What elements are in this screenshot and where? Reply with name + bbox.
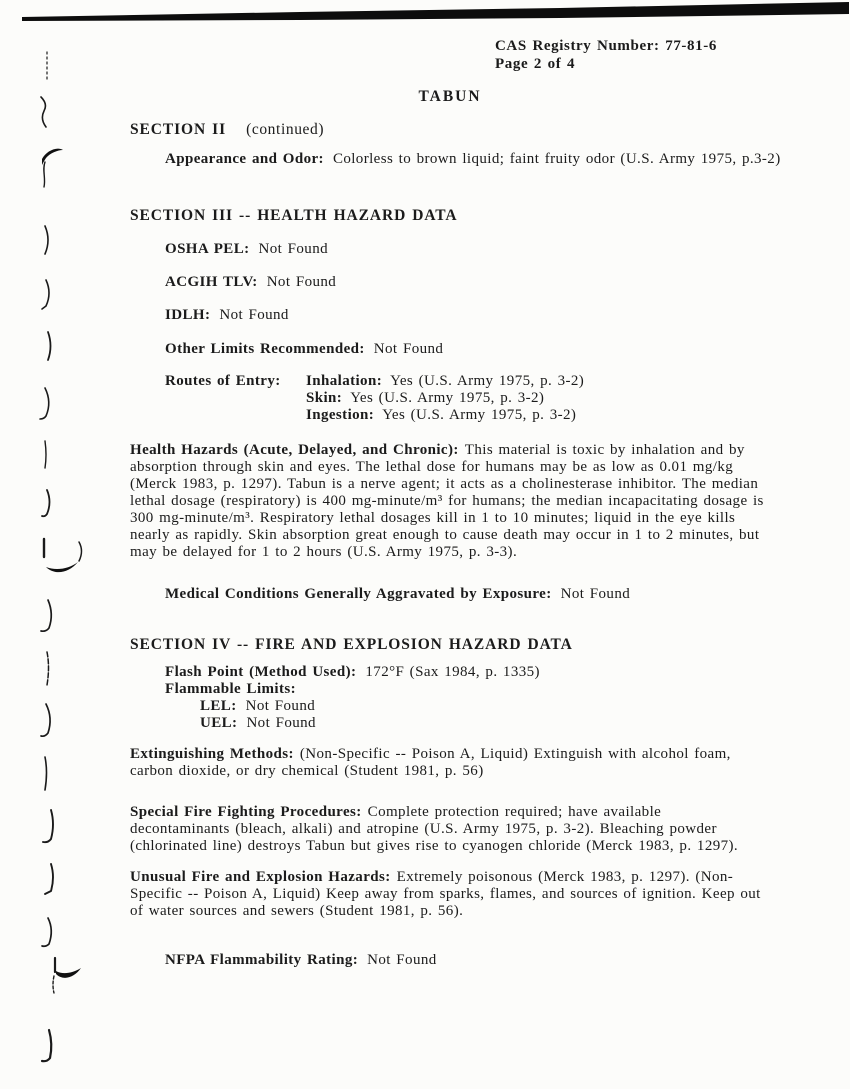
flash-point-label: Flash Point (Method Used): (165, 664, 357, 680)
extinguishing-methods-paragraph (130, 746, 764, 780)
top-scan-bar-artifact (0, 0, 850, 30)
lel-label: LEL: (200, 698, 237, 714)
section-iv-heading: SECTION IV -- FIRE AND EXPLOSION HAZARD DATA (130, 636, 573, 653)
section-ii-label: SECTION II (130, 121, 227, 138)
document-header (495, 38, 717, 74)
route-skin-value: Yes (U.S. Army 1975, p. 3-2) (350, 390, 545, 406)
acgih-tlv-label: ACGIH TLV: (165, 274, 258, 290)
routes-of-entry (165, 373, 800, 424)
flammable-limits-label: Flammable Limits: (165, 681, 297, 697)
appearance-odor-value: Colorless to brown liquid; faint fruity odor (U.S. Army 1975, p.3-2) (332, 151, 781, 167)
nfpa-rating-label: NFPA Flammability Rating: (165, 952, 359, 968)
health-hazards-label: Health Hazards (Acute, Delayed, and Chronic): (130, 442, 459, 458)
idlh-row (165, 307, 800, 324)
special-fire-procedures-label: Special Fire Fighting Procedures: (130, 804, 362, 820)
uel-value: Not Found (246, 715, 316, 731)
flash-point-row (165, 664, 800, 681)
route-ingestion (306, 407, 584, 424)
flammable-limits-label-row (165, 681, 800, 698)
route-ingestion-value: Yes (U.S. Army 1975, p. 3-2) (382, 407, 577, 423)
medical-conditions-value: Not Found (560, 586, 631, 602)
other-limits-value: Not Found (373, 341, 444, 357)
nfpa-rating-row (165, 952, 800, 969)
special-fire-procedures-paragraph (130, 804, 764, 855)
document-title: TABUN (418, 88, 482, 105)
extinguishing-methods-value: (Non-Specific -- Poison A, Liquid) Extinguish with alcohol foam, carbon dioxide, or dry chemical (Student 1981, p. 56) (130, 746, 731, 779)
section-ii-heading (130, 121, 800, 138)
lel-row (200, 698, 800, 715)
other-limits-label: Other Limits Recommended: (165, 341, 365, 357)
route-skin-label: Skin: (306, 390, 343, 406)
route-ingestion-label: Ingestion: (306, 407, 375, 423)
page-number-line: Page 2 of 4 (495, 56, 576, 72)
route-inhalation-value: Yes (U.S. Army 1975, p. 3-2) (390, 373, 585, 389)
uel-label: UEL: (200, 715, 238, 731)
section-iii-heading: SECTION III -- HEALTH HAZARD DATA (130, 207, 458, 224)
appearance-odor-row (165, 151, 800, 168)
uel-row (200, 715, 800, 732)
health-hazards-value: This material is toxic by inhalation and by absorption through skin and eyes. The lethal dose for humans may be as low as 0.01 mg/kg (Merck 1983, p. 1297). Tabun is a nerve agent; it acts as a cholinesterase inhibitor. The median lethal dosage (respiratory) is 400 mg-minute/m³ for humans; the median incapacitating dosage is 300 mg-minute/m³. Respiratory lethal dosages kill in 1 to 10 minutes; liquid in the eye kills nearly as rapidly. Skin absorption great enough to cause death may occur in 1 to 2 minutes, but may be delayed for 1 to 2 hours (U.S. Army 1975, p. 3-3). (130, 442, 764, 560)
special-fire-procedures-value: Complete protection required; have available decontaminants (bleach, alkali) and atropine (U.S. Army 1975, p. 3-2). Bleaching powder (chlorinated line) destroys Tabun but gives rise to cyanogen chloride (Merck 1983, p. 1297). (130, 804, 739, 854)
health-hazards-paragraph (130, 442, 764, 561)
extinguishing-methods-label: Extinguishing Methods: (130, 746, 294, 762)
medical-conditions-label: Medical Conditions Generally Aggravated by Exposure: (165, 586, 552, 602)
osha-pel-label: OSHA PEL: (165, 241, 250, 257)
other-limits-row (165, 341, 800, 358)
lel-value: Not Found (245, 698, 316, 714)
routes-of-entry-items (306, 373, 584, 424)
unusual-hazards-label: Unusual Fire and Explosion Hazards: (130, 869, 391, 885)
idlh-label: IDLH: (165, 307, 211, 323)
cas-registry-line: CAS Registry Number: 77-81-6 (495, 38, 717, 54)
osha-pel-row (165, 241, 800, 258)
route-skin (306, 390, 584, 407)
osha-pel-value: Not Found (258, 241, 328, 257)
acgih-tlv-row (165, 274, 800, 291)
route-inhalation (306, 373, 584, 390)
route-inhalation-label: Inhalation: (306, 373, 383, 389)
appearance-odor-label: Appearance and Odor: (165, 151, 324, 167)
flash-point-value: 172°F (Sax 1984, p. 1335) (365, 664, 540, 680)
section-ii-continued: (continued) (246, 121, 325, 138)
nfpa-rating-value: Not Found (367, 952, 437, 968)
document-body (0, 88, 800, 969)
idlh-value: Not Found (219, 307, 289, 323)
routes-of-entry-label: Routes of Entry: (165, 373, 281, 389)
medical-conditions-row (165, 586, 800, 603)
unusual-hazards-value: Extremely poisonous (Merck 1983, p. 1297). (Non-Specific -- Poison A, Liquid) Keep away from sparks, flames, and sources of ignition. Keep out of water sources and sewers (Student 1981, p. 56). (130, 869, 761, 919)
unusual-hazards-paragraph (130, 869, 764, 920)
acgih-tlv-value: Not Found (266, 274, 337, 290)
